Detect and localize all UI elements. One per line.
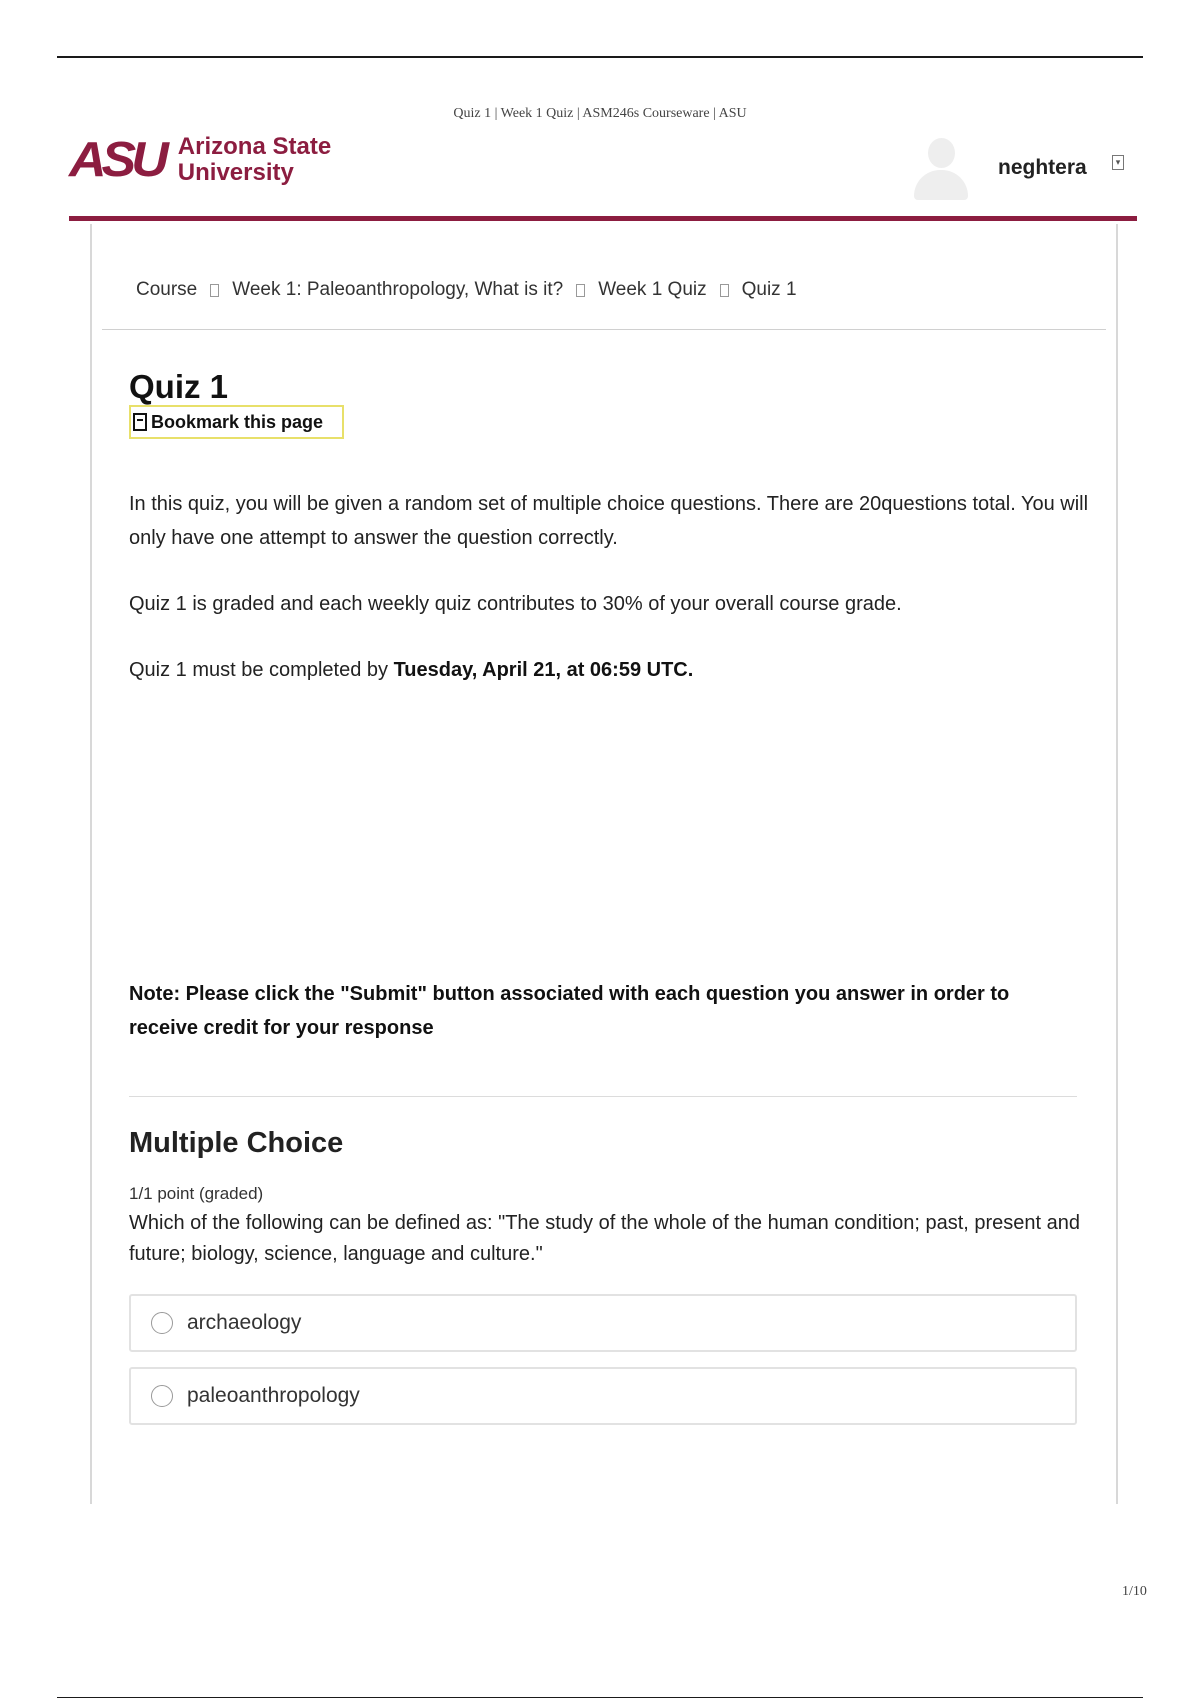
breadcrumb-course[interactable]: Course <box>136 279 198 300</box>
bookmark-button[interactable] <box>129 405 344 439</box>
top-rule <box>57 56 1143 58</box>
quiz-due <box>129 653 1089 687</box>
bookmark-icon <box>133 413 147 431</box>
question-text: Which of the following can be defined as: "The study of the whole of the human condition; past, present and future; biology, science, language and culture." <box>129 1212 1081 1265</box>
username[interactable]: neghtera <box>998 156 1087 179</box>
breadcrumb-week-quiz[interactable]: Week 1 Quiz <box>598 279 707 300</box>
print-header-title: Quiz 1 | Week 1 Quiz | ASM246s Courseware | ASU <box>453 106 747 121</box>
avatar[interactable] <box>912 138 970 200</box>
avatar-head <box>928 138 955 168</box>
answer-option-archaeology[interactable] <box>129 1294 1077 1352</box>
page-title: Quiz 1 <box>129 368 229 405</box>
breadcrumb-separator-icon <box>210 284 219 297</box>
due-date: Tuesday, April 21, at 06:59 UTC. <box>393 659 694 681</box>
problem-heading: Multiple Choice <box>129 1127 344 1159</box>
logo-mark: ASU <box>69 132 164 188</box>
content-frame-right <box>1116 224 1118 1504</box>
quiz-intro: In this quiz, you will be given a random set of multiple choice questions. There are 20questions total. You will only have one attempt to answer the question correctly. <box>129 493 1089 549</box>
logo-line-2: University <box>177 159 294 186</box>
problem-points: 1/1 point (graded) <box>129 1184 264 1203</box>
logo-wordmark <box>178 134 331 186</box>
answer-option-paleoanthropology[interactable] <box>129 1367 1077 1425</box>
avatar-body <box>914 170 968 200</box>
quiz-grading: Quiz 1 is graded and each weekly quiz contributes to 30% of your overall course grade. <box>129 593 902 615</box>
option-label: paleoanthropology <box>187 1384 360 1407</box>
content-frame-left <box>90 224 92 1504</box>
asu-logo[interactable] <box>69 134 331 186</box>
breadcrumb-week[interactable]: Week 1: Paleoanthropology, What is it? <box>232 279 564 300</box>
chevron-down-icon[interactable]: ▾ <box>1112 155 1124 170</box>
breadcrumb-divider <box>102 329 1106 330</box>
breadcrumb-separator-icon <box>720 284 729 297</box>
brand-bar <box>69 216 1137 221</box>
breadcrumb-current: Quiz 1 <box>741 279 797 300</box>
bottom-rule <box>57 1697 1143 1698</box>
breadcrumb <box>136 279 797 301</box>
bookmark-label: Bookmark this page <box>151 411 324 432</box>
logo-line-1: Arizona State <box>177 133 332 160</box>
option-label: archaeology <box>187 1311 302 1334</box>
section-divider <box>129 1096 1077 1097</box>
submit-note: Note: Please click the "Submit" button associated with each question you answer in order to receive credit for your response <box>129 983 1010 1039</box>
due-prefix: Quiz 1 must be completed by <box>129 659 389 681</box>
radio-button[interactable] <box>151 1312 173 1334</box>
page-number: 1/10 <box>1122 1584 1147 1599</box>
radio-button[interactable] <box>151 1385 173 1407</box>
breadcrumb-separator-icon <box>576 284 585 297</box>
